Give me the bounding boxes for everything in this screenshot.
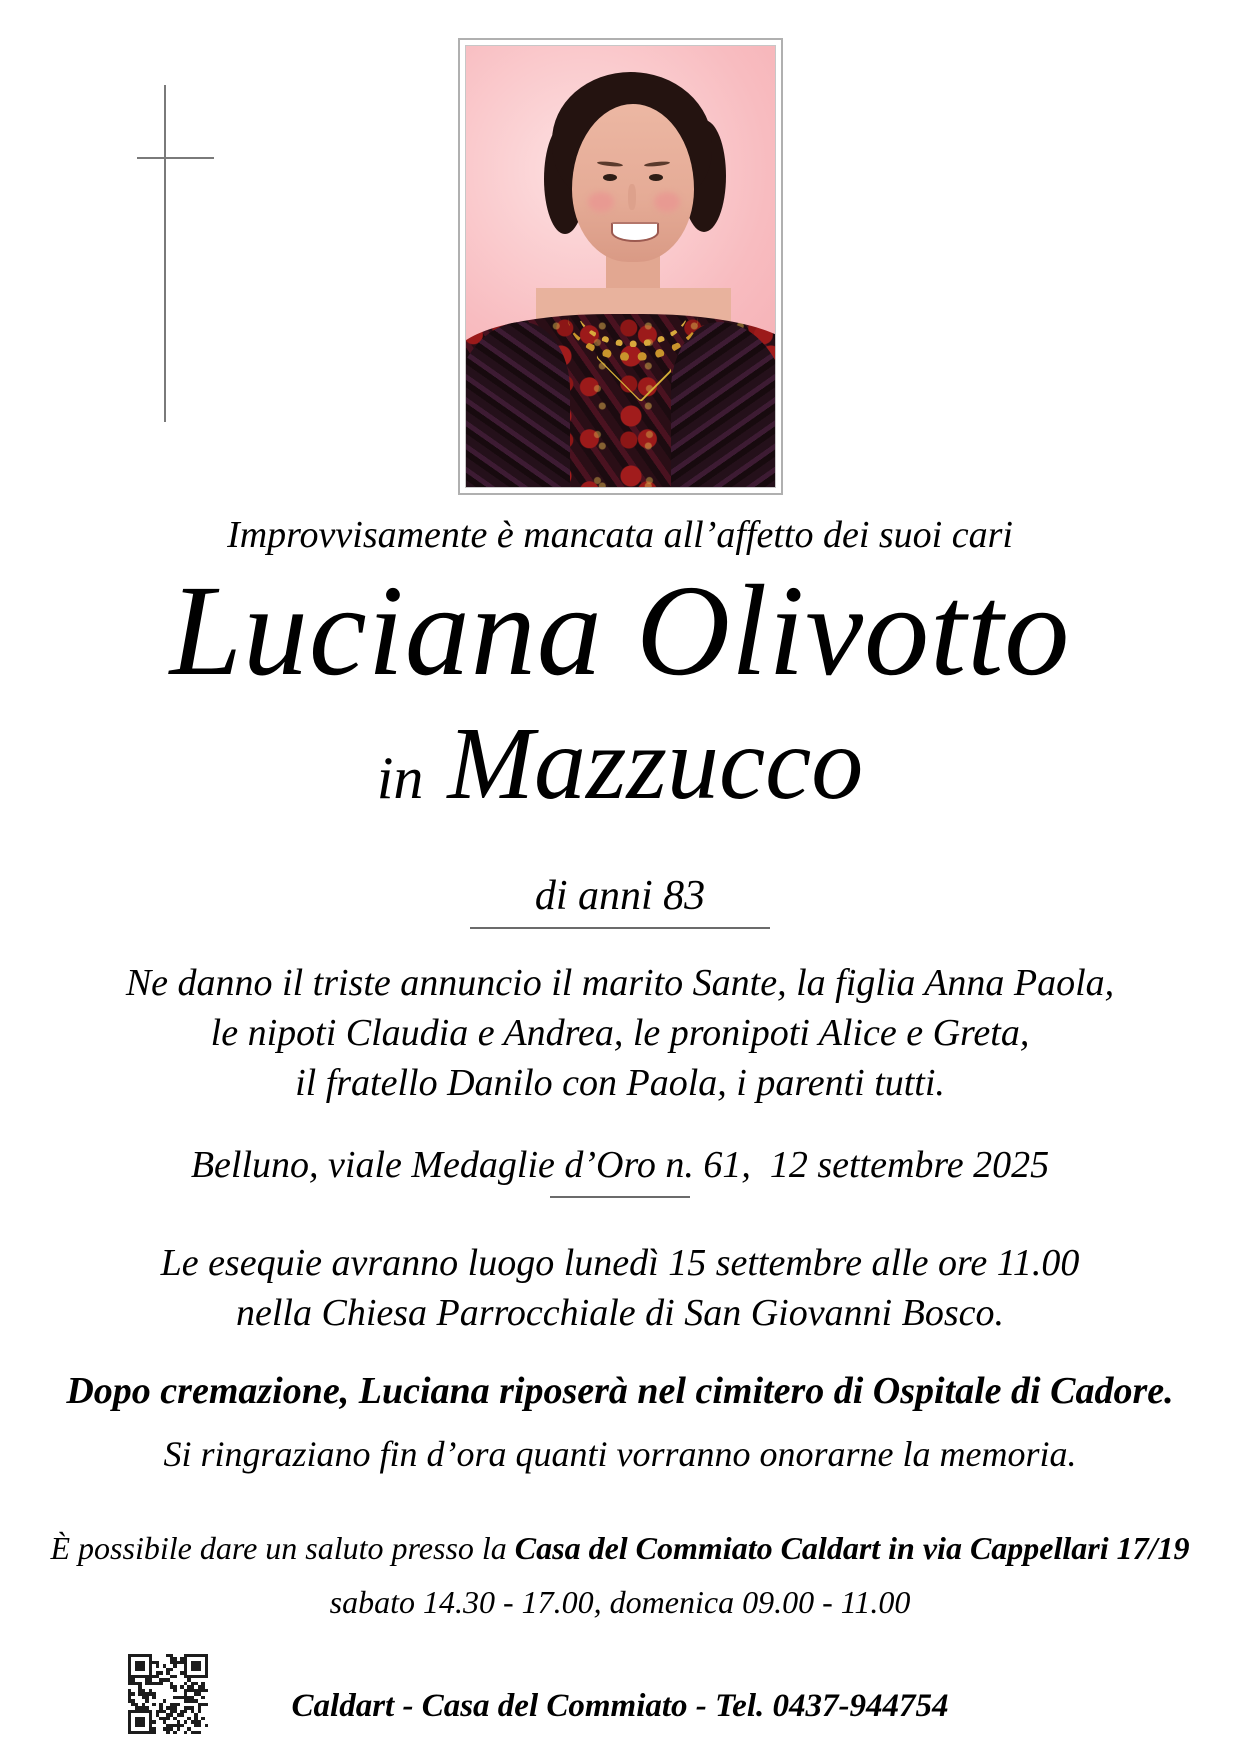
announcement-paragraph xyxy=(0,958,1240,1108)
photo-eye xyxy=(603,174,617,181)
photo-shoulder xyxy=(671,322,776,488)
portrait-photo xyxy=(465,45,776,488)
funeral-line-2: nella Chiesa Parrocchiale di San Giovanni Bosco. xyxy=(236,1292,1004,1334)
announcement-line-1: Ne danno il triste annuncio il marito Sante, la figlia Anna Paola, xyxy=(125,962,1115,1004)
visitation-prefix: È possibile dare un saluto presso la xyxy=(50,1530,515,1566)
photo-nose xyxy=(628,184,636,210)
visitation-line xyxy=(0,1528,1240,1568)
photo-cheek xyxy=(588,192,614,212)
announcement-line-2: le nipoti Claudia e Andrea, le pronipoti Alice e Greta, xyxy=(210,1012,1030,1054)
married-surname: Mazzucco xyxy=(447,706,864,821)
footer-line: Caldart - Casa del Commiato - Tel. 0437-944754 xyxy=(291,1688,949,1724)
cremation-line: Dopo cremazione, Luciana riposerà nel cimitero di Ospitale di Cadore. xyxy=(66,1370,1174,1412)
photo-cheek xyxy=(654,192,680,212)
married-name-line xyxy=(0,706,1240,821)
funeral-paragraph xyxy=(0,1238,1240,1338)
photo-eye xyxy=(649,174,663,181)
photo-gold-necklace xyxy=(578,276,688,347)
photo-mouth xyxy=(611,222,659,242)
cross-vertical-bar xyxy=(164,85,166,422)
visitation-hours-line: sabato 14.30 - 17.00, domenica 09.00 - 11.00 xyxy=(329,1584,911,1620)
funeral-line-1: Le esequie avranno luogo lunedì 15 settembre alle ore 11.00 xyxy=(160,1242,1080,1284)
visitation-location: Casa del Commiato Caldart in via Cappellari 17/19 xyxy=(514,1530,1190,1566)
divider-under-age xyxy=(470,927,770,929)
divider-under-place-date xyxy=(550,1196,690,1198)
deceased-name: Luciana Olivotto xyxy=(169,559,1071,703)
cross-horizontal-bar xyxy=(137,157,214,159)
announcement-line-3: il fratello Danilo con Paola, i parenti tutti. xyxy=(295,1062,945,1104)
photo-shoulder xyxy=(465,322,570,488)
place-date-line: Belluno, viale Medaglie d’Oro n. 61, 12 settembre 2025 xyxy=(190,1144,1050,1186)
age-line: di anni 83 xyxy=(534,873,706,919)
married-prefix: in xyxy=(376,745,424,811)
portrait-photo-frame xyxy=(458,38,783,495)
intro-line: Improvvisamente è mancata all’affetto dei suoi cari xyxy=(227,514,1013,556)
thanks-line: Si ringraziano fin d’ora quanti vorranno onorarne la memoria. xyxy=(163,1434,1077,1474)
